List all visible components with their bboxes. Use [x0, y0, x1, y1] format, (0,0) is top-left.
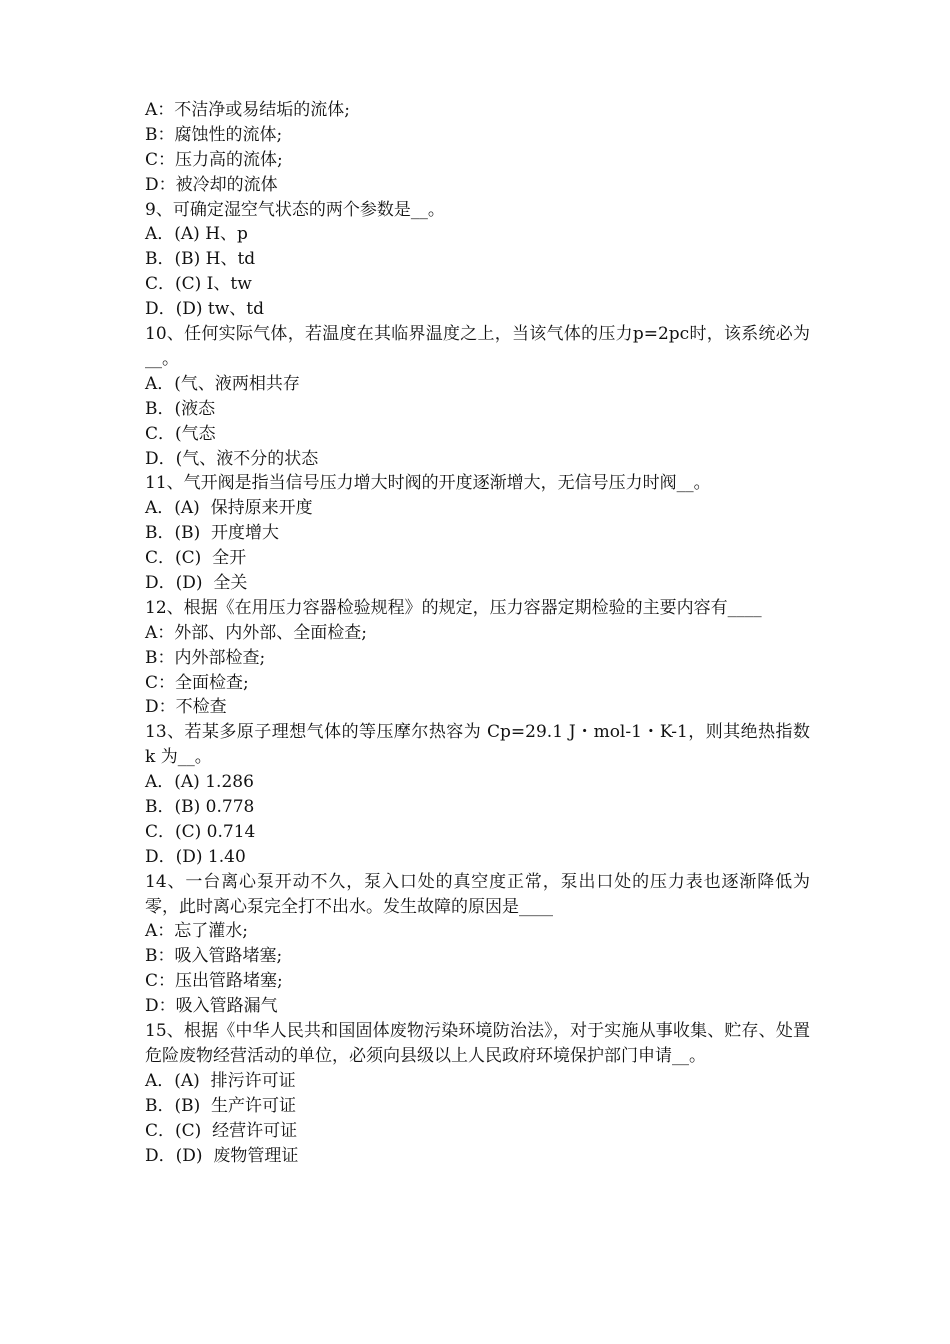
text-line: B．(B) 开度增大: [145, 523, 280, 544]
text-line: C．(气态: [145, 423, 216, 444]
text-line: 10、任何实际气体，若温度在其临界温度之上，当该气体的压力p=2pc时，该系统必为__。: [145, 324, 810, 369]
text-line: 14、一台离心泵开动不久，泵入口处的真空度正常，泵出口处的压力表也逐渐降低为零，此时离心泵完全打不出水。发生故障的原因是____: [145, 871, 810, 917]
text-line: C．(C) I、tw: [145, 274, 252, 295]
text-line: A：忘了灌水;: [145, 921, 249, 942]
text-line: D：被冷却的流体: [145, 174, 278, 195]
text-line: C．(C) 0.714: [145, 821, 256, 842]
text-line: B：内外部检查;: [145, 647, 266, 668]
text-line: 12、根据《在用压力容器检验规程》的规定，压力容器定期检验的主要内容有____: [145, 597, 762, 618]
text-line: C：压力高的流体;: [145, 149, 283, 170]
text-line: D．(气、液不分的状态: [145, 448, 319, 469]
text-line: B：吸入管路堵塞;: [145, 946, 283, 967]
text-line: C．(C) 经营许可证: [145, 1120, 298, 1141]
text-line: C：压出管路堵塞;: [145, 971, 283, 992]
text-line: D：吸入管路漏气: [145, 996, 278, 1017]
text-line: 15、根据《中华人民共和国固体废物污染环境防治法》，对于实施从事收集、贮存、处置危险废物经营活动的单位，必须向县级以上人民政府环境保护部门申请__。: [145, 1021, 810, 1066]
text-line: A．(A) H、p: [145, 224, 248, 245]
text-line: 9、可确定湿空气状态的两个参数是__。: [145, 199, 445, 220]
text-line: A：不洁净或易结垢的流体;: [145, 100, 351, 120]
text-line: D．(D) tw、td: [145, 299, 265, 320]
text-line: B．(液态: [145, 398, 216, 419]
text-line: A：外部、内外部、全面检查;: [145, 622, 368, 643]
text-line: D．(D) 废物管理证: [145, 1145, 299, 1166]
text-line: B．(B) 生产许可证: [145, 1095, 297, 1116]
text-line: B．(B) H、td: [145, 249, 256, 270]
text-line: 11、气开阀是指当信号压力增大时阀的开度逐渐增大，无信号压力时阀__。: [145, 473, 711, 494]
text-line: C．(C) 全开: [145, 548, 247, 569]
text-line: B．(B) 0.778: [145, 797, 255, 817]
text-line: A．(气、液两相共存: [145, 373, 300, 394]
text-line: B：腐蚀性的流体;: [145, 124, 283, 145]
text-line: C：全面检查;: [145, 672, 249, 693]
text-line: D．(D) 全关: [145, 572, 248, 593]
text-line: D．(D) 1.40: [145, 846, 246, 867]
document-body: [145, 98, 810, 1168]
text-line: A．(A) 1.286: [145, 772, 254, 793]
text-line: 13、若某多原子理想气体的等压摩尔热容为 Cp=29.1 J・mol-1・K-1，则其绝热指数 k 为__。: [145, 722, 810, 768]
text-line: A．(A) 保持原来开度: [145, 498, 313, 519]
text-line: D：不检查: [145, 697, 227, 718]
text-line: A．(A) 排污许可证: [145, 1070, 296, 1091]
